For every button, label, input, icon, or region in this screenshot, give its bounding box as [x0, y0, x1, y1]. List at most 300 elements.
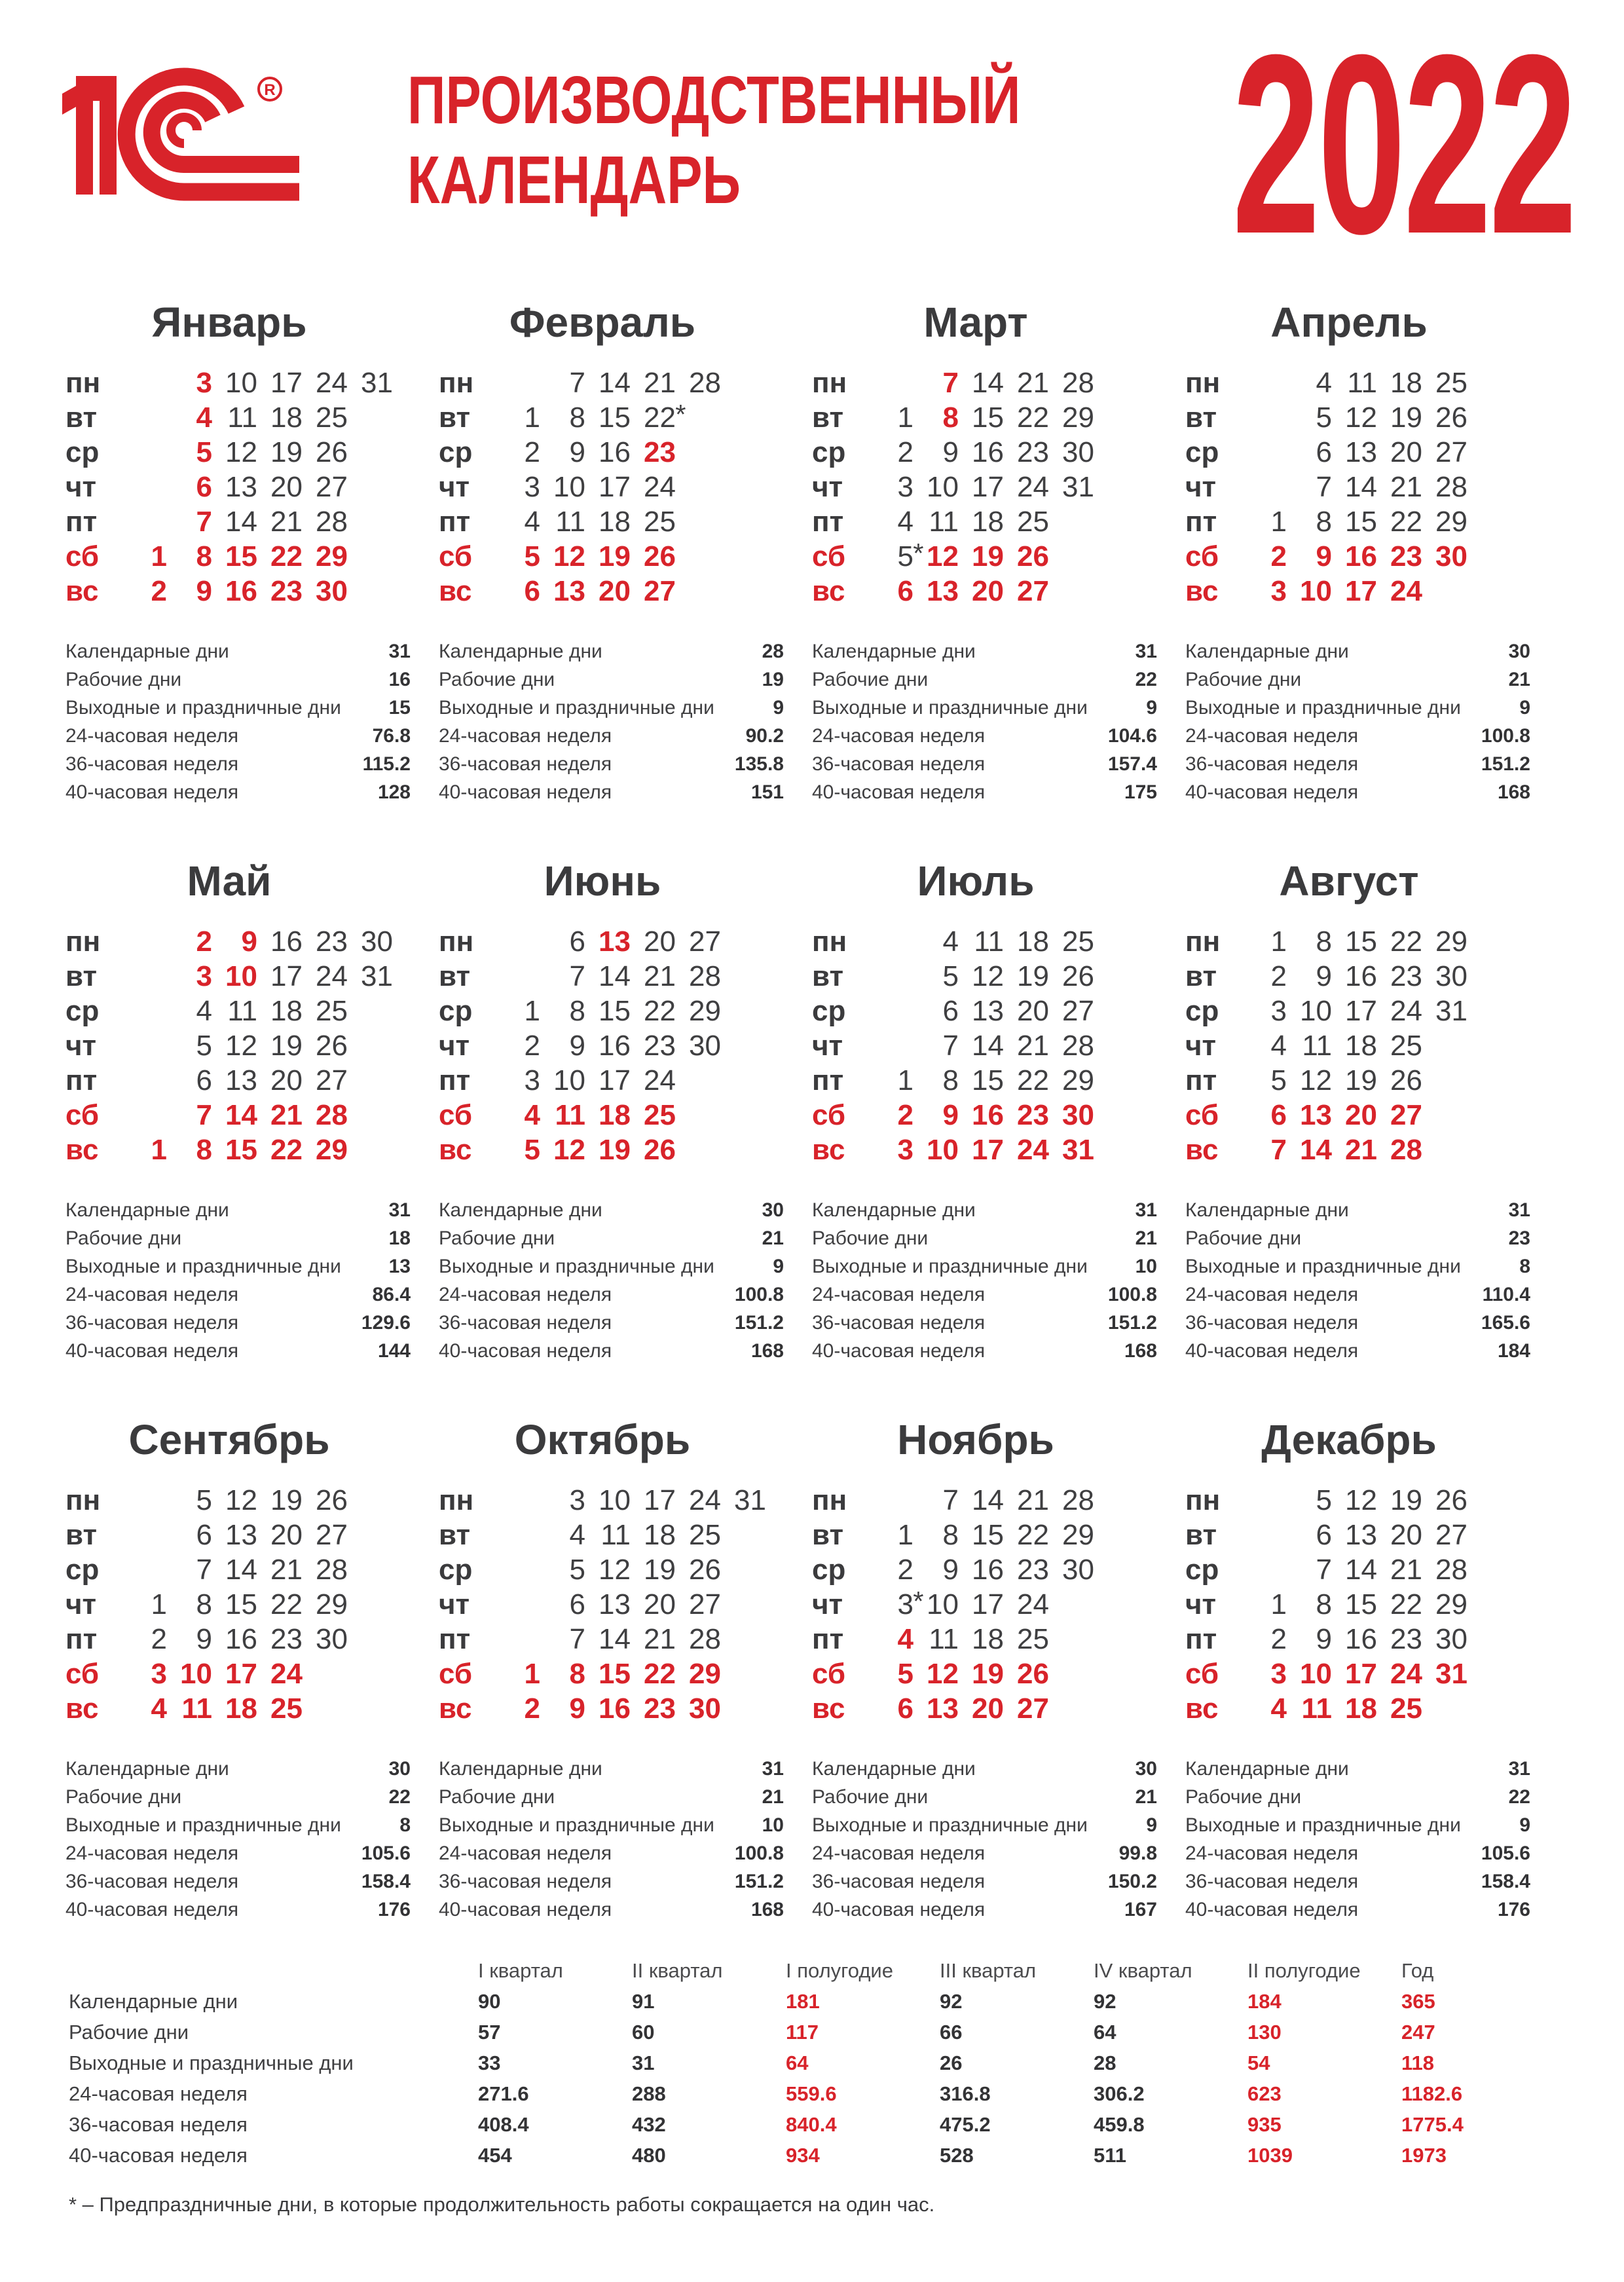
day-cell: 17	[972, 1134, 1004, 1166]
day-cell: 15	[225, 540, 257, 572]
day-cell: 25	[644, 506, 676, 538]
day-cell	[1094, 539, 1139, 574]
stat-label: 40-часовая неделя	[1185, 1340, 1359, 1362]
stat-value: 10	[762, 1814, 784, 1836]
day-cell	[1094, 924, 1139, 959]
stat-row	[439, 1867, 784, 1896]
day-cell	[676, 1098, 721, 1132]
day-cell: 9	[196, 1623, 212, 1655]
day-cell: 23	[316, 926, 348, 958]
weekday-label: чт	[439, 1588, 470, 1620]
day-cell: 22	[644, 995, 676, 1027]
summary-value: 130	[1247, 2021, 1282, 2044]
day-cell: 21	[1390, 471, 1422, 503]
day-cell: 11	[1301, 1693, 1332, 1725]
weekday-label: ср	[812, 1554, 846, 1586]
stat-label: Рабочие дни	[812, 669, 929, 690]
stat-value: 22	[388, 1786, 411, 1808]
day-cell	[1094, 1518, 1139, 1552]
day-cell	[868, 924, 913, 959]
weekday-label: чт	[65, 1588, 97, 1620]
day-cell	[495, 1622, 540, 1656]
weekday-label: пн	[439, 926, 474, 958]
day-cell: 19	[644, 1554, 676, 1586]
day-cell: 8	[1316, 1588, 1332, 1620]
stat-row	[439, 750, 784, 778]
day-cell	[1094, 994, 1139, 1028]
day-cell: 25	[270, 1693, 303, 1725]
stat-row	[439, 1252, 784, 1281]
day-cell: 7	[942, 1484, 959, 1516]
day-cell: 1	[1270, 926, 1287, 958]
stat-label: 24-часовая неделя	[1185, 1842, 1359, 1864]
stat-label: 24-часовая неделя	[812, 725, 986, 747]
summary-value: 66	[940, 2021, 963, 2044]
day-cell	[122, 470, 167, 504]
day-cell: 20	[644, 926, 676, 958]
day-cell: 24	[1017, 1134, 1049, 1166]
day-cell: 3	[196, 960, 212, 992]
summary-value: 528	[940, 2144, 974, 2167]
day-cell: 22	[1390, 926, 1422, 958]
day-cell: 19	[599, 1134, 631, 1166]
day-cell: 17	[1345, 1658, 1377, 1690]
day-cell: 11	[1347, 367, 1377, 399]
stat-row	[812, 694, 1157, 722]
day-cell: 27	[1017, 1693, 1049, 1725]
day-cell: 7	[942, 367, 959, 399]
stat-value: 23	[1508, 1227, 1530, 1249]
stat-label: Календарные дни	[1185, 1199, 1349, 1221]
stat-label: 24-часовая неделя	[439, 725, 612, 747]
day-cell: 12	[225, 1030, 257, 1062]
summary-value: 247	[1401, 2021, 1435, 2044]
stat-row	[812, 665, 1157, 694]
stat-label: Рабочие дни	[439, 1227, 555, 1249]
weekday-label: пн	[439, 367, 474, 399]
stat-value: 135.8	[734, 753, 784, 775]
day-cell: 29	[1435, 1588, 1467, 1620]
day-cell: 8	[196, 1134, 212, 1166]
stat-label: Календарные дни	[812, 1199, 976, 1221]
weekday-label: пт	[439, 1064, 471, 1096]
day-cell: 2	[524, 1030, 540, 1062]
month-calendar	[65, 924, 422, 1167]
day-cell: 2	[1270, 1623, 1287, 1655]
day-cell: 20	[1345, 1099, 1377, 1131]
day-cell: 27	[689, 1588, 721, 1620]
summary-value: 934	[786, 2144, 820, 2167]
month-block	[812, 296, 1169, 806]
stat-row	[1185, 637, 1530, 665]
day-cell: 19	[270, 1484, 303, 1516]
day-cell	[348, 1483, 393, 1518]
stat-label: 40-часовая неделя	[439, 781, 612, 803]
stat-value: 99.8	[1118, 1842, 1157, 1864]
day-cell: 17	[1345, 575, 1377, 607]
weekday-label: вс	[1185, 1693, 1219, 1725]
day-cell: 28	[1062, 1484, 1094, 1516]
day-cell: 26	[644, 1134, 676, 1166]
day-cell: 19	[270, 1030, 303, 1062]
day-cell: 12	[599, 1554, 631, 1586]
day-cell: 2	[524, 436, 540, 468]
preholiday-asterisk: *	[675, 398, 686, 430]
registered-mark: R	[264, 81, 276, 99]
day-cell: 2	[151, 575, 167, 607]
day-cell	[122, 924, 167, 959]
stat-value: 176	[1497, 1899, 1530, 1920]
day-cell: 26	[1017, 540, 1049, 572]
day-cell: 3	[1270, 575, 1287, 607]
stat-value: 157.4	[1107, 753, 1157, 775]
day-cell: 4	[1270, 1030, 1287, 1062]
day-cell	[1094, 1691, 1139, 1726]
stat-value: 105.6	[1481, 1842, 1530, 1864]
day-cell: 11	[227, 995, 257, 1027]
stat-row	[1185, 1281, 1530, 1309]
day-cell: 14	[225, 1099, 257, 1131]
day-cell: 11	[974, 926, 1004, 958]
stat-value: 13	[388, 1256, 411, 1277]
day-cell: 8	[942, 1519, 959, 1551]
day-cell: 6	[1316, 1519, 1332, 1551]
day-cell: 11	[600, 1519, 631, 1551]
stat-row	[65, 1337, 411, 1365]
day-cell	[1467, 1622, 1513, 1656]
day-cell: 27	[1435, 1519, 1467, 1551]
day-cell: 3	[524, 1064, 540, 1096]
stat-label: Рабочие дни	[1185, 1227, 1302, 1249]
day-cell: 28	[689, 1623, 721, 1655]
summary-value: 559.6	[786, 2082, 837, 2105]
stat-row	[1185, 1896, 1530, 1924]
day-cell	[868, 959, 913, 994]
day-cell	[1467, 539, 1513, 574]
day-cell: 13	[225, 471, 257, 503]
day-cell: 23	[644, 436, 676, 468]
month-title: Август	[1279, 857, 1419, 905]
stat-value: 158.4	[1481, 1871, 1530, 1892]
day-cell: 13	[972, 995, 1004, 1027]
weekday-label: пт	[812, 1064, 844, 1096]
day-cell	[1467, 1028, 1513, 1063]
day-cell	[1242, 435, 1287, 470]
stat-value: 115.2	[362, 753, 411, 775]
stat-value: 30	[1135, 1758, 1157, 1780]
day-cell	[676, 400, 721, 435]
day-cell: 4	[196, 402, 212, 434]
summary-row-label: Рабочие дни	[69, 2021, 189, 2044]
summary-value: 1182.6	[1401, 2082, 1463, 2105]
stat-value: 168	[1124, 1340, 1157, 1362]
day-cell: 3	[196, 367, 212, 399]
day-cell	[1094, 435, 1139, 470]
day-cell	[348, 435, 393, 470]
day-cell: 22	[1017, 1519, 1049, 1551]
day-cell: 16	[225, 575, 257, 607]
month-stats	[65, 1755, 411, 1924]
day-cell: 6	[897, 575, 913, 607]
stat-label: 36-часовая неделя	[812, 1312, 986, 1334]
day-cell: 28	[1062, 367, 1094, 399]
day-cell: 26	[644, 540, 676, 572]
day-cell: 20	[644, 1588, 676, 1620]
day-cell	[348, 470, 393, 504]
day-cell: 21	[1345, 1134, 1377, 1166]
day-cell: 16	[599, 1693, 631, 1725]
preholiday-asterisk: *	[913, 1585, 924, 1617]
day-cell: 5	[524, 1134, 540, 1166]
day-cell: 9	[1316, 960, 1332, 992]
day-cell	[495, 924, 540, 959]
stat-row	[812, 1896, 1157, 1924]
stat-label: Рабочие дни	[812, 1227, 929, 1249]
day-cell: 1	[1270, 1588, 1287, 1620]
stat-label: Рабочие дни	[439, 669, 555, 690]
day-cell	[721, 400, 766, 435]
stat-value: 151	[750, 781, 784, 803]
day-cell: 26	[689, 1554, 721, 1586]
day-cell: 7	[569, 1623, 585, 1655]
day-cell: 7	[569, 367, 585, 399]
day-cell: 5	[897, 1658, 913, 1690]
month-stats	[439, 637, 784, 806]
day-cell: 10	[225, 960, 257, 992]
weekday-label: вс	[65, 1134, 99, 1166]
stat-row	[439, 665, 784, 694]
day-cell: 8	[942, 1064, 959, 1096]
weekday-label: вт	[439, 960, 471, 992]
day-cell	[348, 504, 393, 539]
stat-label: Выходные и праздничные дни	[65, 697, 341, 719]
summary-value: 1039	[1247, 2144, 1293, 2167]
day-cell: 30	[1435, 540, 1467, 572]
weekday-label: пт	[65, 1064, 98, 1096]
day-cell: 14	[972, 367, 1004, 399]
stat-row	[812, 750, 1157, 778]
day-cell	[1467, 1518, 1513, 1552]
stat-value: 184	[1497, 1340, 1530, 1362]
weekday-label: сб	[65, 1658, 100, 1690]
day-cell: 16	[1345, 1623, 1377, 1655]
day-cell: 6	[569, 926, 585, 958]
day-cell: 3	[151, 1658, 167, 1690]
stat-row	[1185, 1811, 1530, 1839]
day-cell	[122, 1483, 167, 1518]
stat-value: 21	[762, 1227, 784, 1249]
weekday-label: пт	[1185, 1623, 1217, 1655]
day-cell	[348, 1552, 393, 1587]
day-cell: 1	[524, 1658, 540, 1690]
day-cell: 21	[1390, 1554, 1422, 1586]
stat-value: 168	[1497, 781, 1530, 803]
stat-label: Рабочие дни	[1185, 1786, 1302, 1808]
day-cell: 14	[225, 1554, 257, 1586]
day-cell: 28	[316, 1099, 348, 1131]
day-cell: 31	[361, 960, 393, 992]
stat-row	[439, 1281, 784, 1309]
day-cell	[1467, 1483, 1513, 1518]
stat-row	[812, 1309, 1157, 1337]
stat-value: 100.8	[734, 1284, 784, 1305]
stat-value: 31	[1508, 1758, 1530, 1780]
day-cell: 2	[524, 1693, 540, 1725]
day-cell: 9	[1316, 540, 1332, 572]
day-cell: 11	[227, 402, 257, 434]
day-cell	[1467, 924, 1513, 959]
footnote: * – Предпраздничные дни, в которые продолжительность работы сокращается на один час.	[69, 2193, 935, 2216]
day-cell: 8	[196, 1588, 212, 1620]
page-title-line1: ПРОИЗВОДСТВЕННЫЙ	[407, 62, 1021, 138]
stat-value: 22	[1135, 669, 1157, 690]
day-cell: 12	[1300, 1064, 1332, 1096]
day-cell: 29	[1062, 402, 1094, 434]
day-cell: 3	[1270, 995, 1287, 1027]
day-cell: 17	[1345, 995, 1377, 1027]
weekday-label: чт	[1185, 1030, 1217, 1062]
day-cell: 15	[599, 1658, 631, 1690]
day-cell	[721, 1691, 766, 1726]
weekday-label: ср	[1185, 995, 1219, 1027]
stat-row	[812, 1224, 1157, 1252]
day-cell: 4	[1270, 1693, 1287, 1725]
summary-value: 90	[478, 1990, 501, 2013]
month-title: Январь	[151, 299, 307, 346]
day-cell: 30	[361, 926, 393, 958]
stat-value: 9	[1146, 697, 1157, 719]
day-cell	[1467, 1063, 1513, 1098]
stat-value: 105.6	[361, 1842, 411, 1864]
day-cell: 30	[1062, 1099, 1094, 1131]
day-cell: 13	[225, 1064, 257, 1096]
month-calendar	[1185, 1483, 1542, 1726]
day-cell: 13	[553, 575, 585, 607]
weekday-label: вс	[65, 1693, 99, 1725]
stat-value: 175	[1124, 781, 1157, 803]
day-cell	[1467, 400, 1513, 435]
day-cell: 8	[1316, 926, 1332, 958]
weekday-label: сб	[812, 540, 846, 572]
stat-value: 31	[388, 641, 411, 662]
summary-column-header: Год	[1401, 1959, 1434, 1982]
day-cell: 21	[270, 1554, 303, 1586]
day-cell: 10	[1300, 1658, 1332, 1690]
stat-row	[65, 1281, 411, 1309]
weekday-label: ср	[65, 1554, 100, 1586]
summary-value: 184	[1247, 1990, 1282, 2013]
weekday-label: чт	[439, 1030, 470, 1062]
stat-label: 36-часовая неделя	[1185, 1312, 1359, 1334]
day-cell: 16	[972, 1554, 1004, 1586]
day-cell: 7	[942, 1030, 959, 1062]
stat-label: Выходные и праздничные дни	[65, 1256, 341, 1277]
day-cell: 12	[1345, 1484, 1377, 1516]
stat-label: 36-часовая неделя	[65, 1871, 239, 1892]
day-cell: 8	[569, 1658, 585, 1690]
page-title-line2: КАЛЕНДАРЬ	[407, 142, 741, 217]
day-cell: 7	[1316, 471, 1332, 503]
month-calendar	[439, 1483, 796, 1726]
day-cell: 2	[196, 926, 212, 958]
day-cell: 9	[942, 1554, 959, 1586]
day-cell: 4	[942, 926, 959, 958]
day-cell: 23	[644, 1693, 676, 1725]
month-calendar	[439, 924, 796, 1167]
day-cell: 18	[1345, 1030, 1377, 1062]
weekday-label: чт	[812, 471, 843, 503]
day-cell	[122, 1552, 167, 1587]
day-cell: 17	[225, 1658, 257, 1690]
day-cell: 5	[1316, 1484, 1332, 1516]
day-cell	[1094, 1483, 1139, 1518]
summary-value: 26	[940, 2051, 963, 2074]
day-cell	[721, 365, 766, 400]
day-cell: 6	[942, 995, 959, 1027]
day-cell	[721, 1552, 766, 1587]
day-cell	[303, 1656, 348, 1691]
weekday-label: чт	[65, 1030, 97, 1062]
day-cell	[495, 1518, 540, 1552]
stat-value: 100.8	[734, 1842, 784, 1864]
day-cell	[348, 1028, 393, 1063]
month-title: Ноябрь	[897, 1416, 1054, 1463]
stat-label: 36-часовая неделя	[1185, 1871, 1359, 1892]
stat-label: 40-часовая неделя	[1185, 781, 1359, 803]
day-cell: 1	[524, 995, 540, 1027]
day-cell: 14	[1300, 1134, 1332, 1166]
weekday-label: чт	[439, 471, 470, 503]
stat-label: 24-часовая неделя	[65, 1842, 239, 1864]
stat-row	[812, 1783, 1157, 1811]
year-label: 2022	[1232, 1, 1575, 287]
day-cell: 23	[1017, 1099, 1049, 1131]
day-cell: 10	[599, 1484, 631, 1516]
day-cell: 23	[1017, 1554, 1049, 1586]
stat-label: 40-часовая неделя	[439, 1340, 612, 1362]
weekday-label: пн	[65, 1484, 101, 1516]
day-cell	[1094, 1132, 1139, 1167]
day-cell: 10	[553, 471, 585, 503]
stat-row	[439, 1224, 784, 1252]
stat-label: Рабочие дни	[1185, 669, 1302, 690]
stat-label: Выходные и праздничные дни	[1185, 1256, 1461, 1277]
weekday-label: ср	[65, 436, 100, 468]
day-cell	[1094, 400, 1139, 435]
day-cell: 13	[927, 575, 959, 607]
day-cell	[1467, 1132, 1513, 1167]
month-title: Март	[923, 299, 1028, 346]
day-cell: 23	[644, 1030, 676, 1062]
day-cell: 22	[270, 540, 303, 572]
summary-column-header: II квартал	[632, 1959, 723, 1982]
day-cell: 26	[1435, 402, 1467, 434]
weekday-label: чт	[812, 1030, 843, 1062]
day-cell	[721, 1587, 766, 1622]
day-cell	[348, 400, 393, 435]
day-cell: 23	[270, 1623, 303, 1655]
day-cell	[1094, 1656, 1139, 1691]
stat-row	[439, 1196, 784, 1224]
stat-label: 40-часовая неделя	[812, 1340, 986, 1362]
day-cell	[1422, 1028, 1467, 1063]
weekday-label: вс	[812, 1134, 845, 1166]
stat-value: 165.6	[1481, 1312, 1530, 1334]
summary-table	[69, 1955, 1555, 2171]
stat-value: 9	[1519, 697, 1530, 719]
stat-value: 110.4	[1482, 1284, 1530, 1305]
day-cell: 19	[599, 540, 631, 572]
